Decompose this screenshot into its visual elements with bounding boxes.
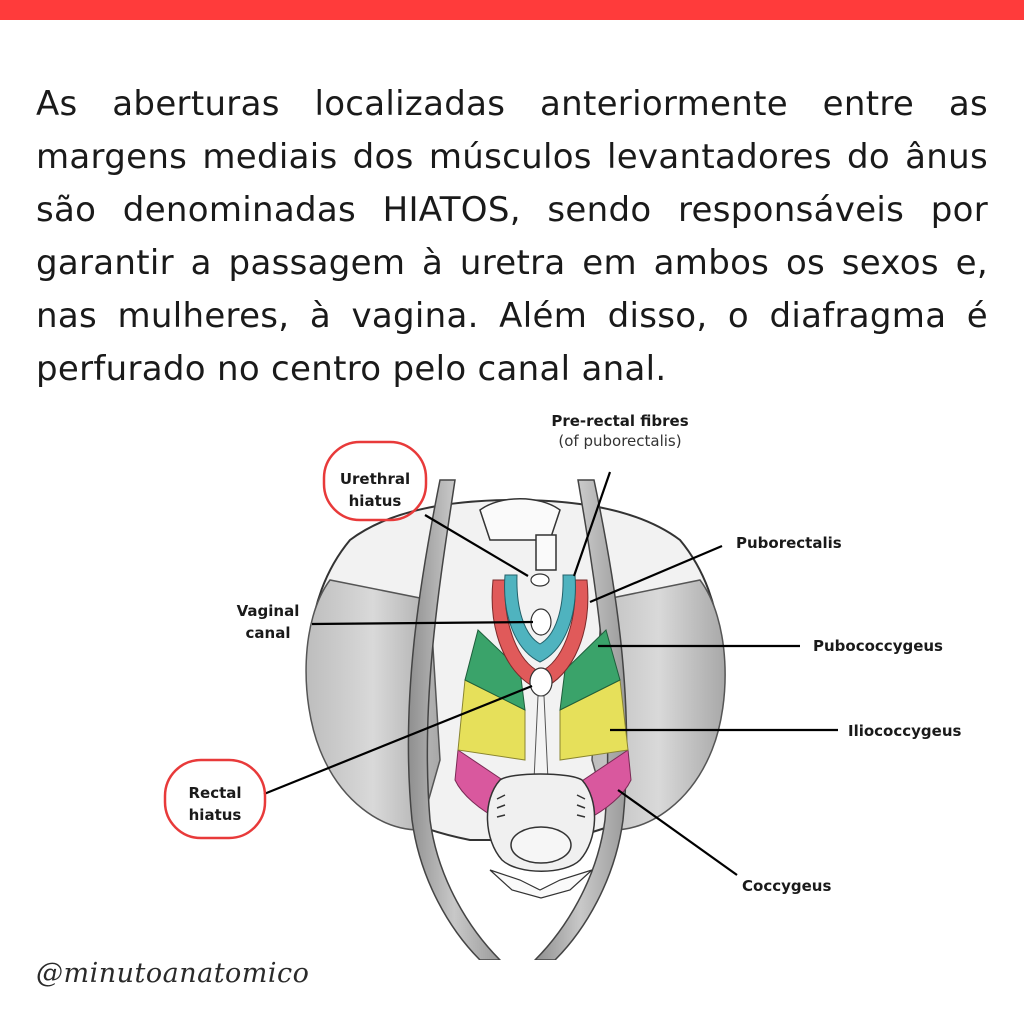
pelvic-floor-diagram [0, 400, 1024, 960]
body-paragraph: As aberturas localizadas anteriormente entre as margens mediais dos músculos levantadores do ânus são denominadas HIATOS, sendo responsáveis por garantir a passagem à uretra em ambos os sexos e, nas mulheres, à vagina. Além disso, o diafragma é perfurado no centro pelo canal anal. [36, 84, 988, 389]
label-coccygeus: Coccygeus [742, 877, 832, 895]
label-prerectal-sub: (of puborectalis) [558, 432, 682, 450]
label-puborectalis: Puborectalis [736, 534, 842, 552]
label-urethral-1: Urethral [339, 470, 411, 488]
author-handle: @minutoanatomico [36, 958, 310, 989]
label-pubococcygeus: Pubococcygeus [813, 637, 943, 655]
sacrum-coccyx [487, 774, 594, 898]
top-accent-bar [0, 0, 1024, 20]
label-prerectal-title: Pre-rectal fibres [551, 412, 689, 430]
label-rectal-1: Rectal [188, 784, 242, 802]
label-vaginal-2: canal [245, 624, 291, 642]
label-iliococcygeus: Iliococcygeus [848, 722, 962, 740]
label-rectal-2: hiatus [188, 806, 242, 824]
label-vaginal-1: Vaginal [236, 602, 300, 620]
label-urethral-2: hiatus [348, 492, 402, 510]
